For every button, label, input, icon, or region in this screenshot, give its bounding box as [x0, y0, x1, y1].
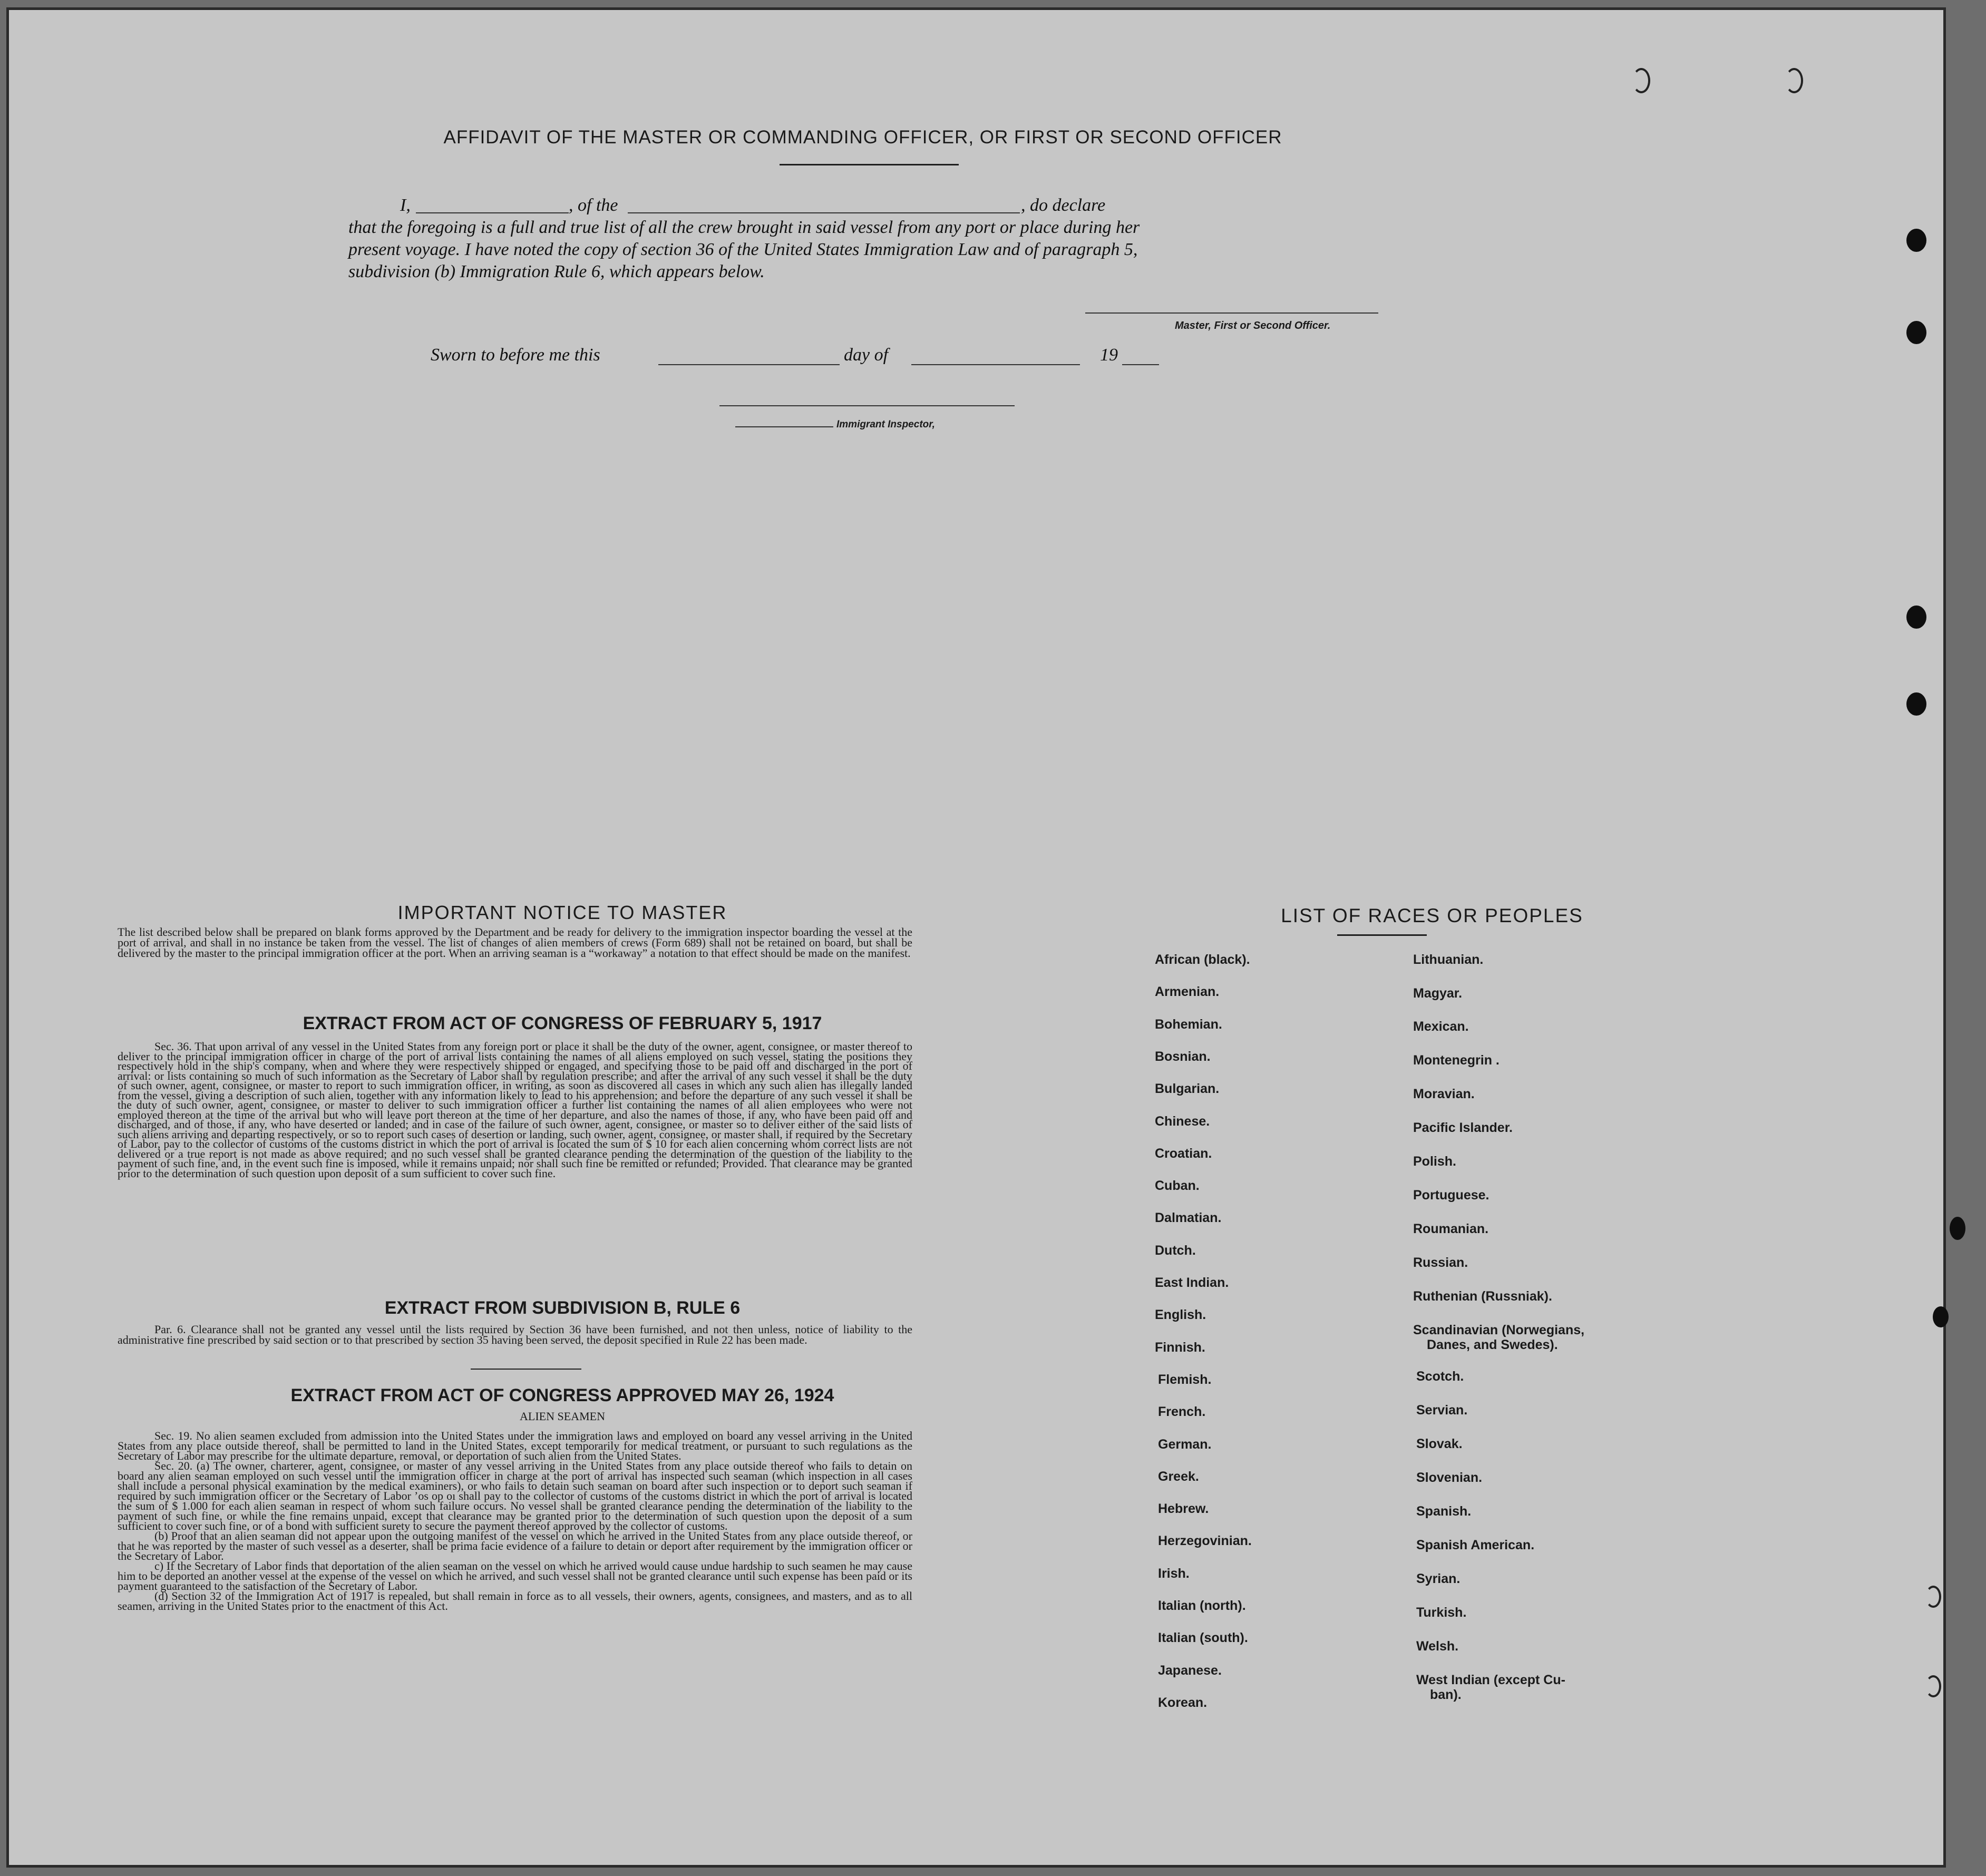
sec20d-text: (d) Section 32 of the Immigration Act of 1917 is repealed, but shall remain in force as to all vessels, their owners, agents, consignees, and masters, and as to all seamen, arriving in the United States prior to the enactment of this Act.	[118, 1589, 912, 1613]
title-underline	[780, 164, 959, 165]
race-item: Slovenian.	[1416, 1470, 1483, 1485]
punch-hole	[1906, 605, 1926, 629]
race-item: East Indian.	[1155, 1275, 1229, 1290]
declarant-name-field[interactable]	[416, 212, 569, 213]
vessel-name-field[interactable]	[628, 212, 1020, 213]
affidavit-body	[348, 194, 1381, 283]
race-item: Syrian.	[1416, 1571, 1461, 1586]
race-item: West Indian (except Cu-	[1416, 1673, 1565, 1687]
punch-hole	[1785, 68, 1803, 93]
races-title-underline	[1337, 934, 1427, 936]
extract-1917-text: Sec. 36. That upon arrival of any vessel in the United States from any foreign port or place it shall be the duty of the owner, agent, consignee, or master thereof to deliver to the principal immigration officer in charge of the port of arrival lists containing the names of all aliens employed on such vessel, stating the positions they respectively hold in the ship's company, when and where they were respectively shipped or engaged, and specifying those to be paid off and discharged in the port of arrival: or lists containing so much of such information as the Secretary of Labor shall by regulation prescribe; and after the arrival of any such vessel it shall be the duty of such owner, agent, consignee, or master to report to such immigration officer, in writing, as soon as discovered all cases in which any such alien has illegally landed from the vessel, giving a description of such alien, together with any information likely to lead to his apprehension; and before the departure of any such vessel it shall be the duty of such owner, agent, consignee, or master to deliver to such immigration officer a further list containing the names of all alien employees who were not employed thereon at the time of the arrival but who will leave port thereon at the time of her departure, and also the names of those, if any, who have been paid off and discharged, and of those, if any, who have deserted or landed; and in case of the failure of such owner, agent, consignee, or master so to deliver either of the said lists of such aliens arriving and departing respectively, or so to report such cases of desertion or landing, such owner, agent, consignee, or master shall, if required by the Secretary of Labor, pay to the collector of customs of the customs district in which the port of arrival is located the sum of $ 10 for each alien concerning whom correct lists are not delivered or a true report is not made as above required; and no such vessel shall be granted clearance pending the determination of the question of the liability to the payment of such fine, and, in the event such fine is imposed, while it remains unpaid; nor shall such fine be remitted or refunded; Provided. That clearance may be granted prior to the determination of such question upon deposit of a sum sufficient to cover such fine.	[118, 1040, 912, 1180]
race-item: Japanese.	[1158, 1663, 1222, 1678]
inspector-label: Immigrant Inspector,	[836, 419, 935, 430]
extract-1924-body	[118, 1431, 912, 1611]
race-item: Danes, and Swedes).	[1427, 1337, 1558, 1352]
race-item: African (black).	[1155, 952, 1250, 967]
punch-hole	[1950, 1217, 1965, 1240]
affidavit-line: that the foregoing is a full and true list of all the crew brought in said vessel from any port or place during her	[348, 218, 1140, 237]
punch-hole	[1933, 1306, 1949, 1327]
extract-1917-title: EXTRACT FROM ACT OF CONGRESS OF FEBRUARY 5, 1917	[303, 1013, 822, 1033]
punch-hole	[1632, 68, 1650, 93]
punch-hole	[1906, 229, 1926, 252]
sworn-line	[431, 345, 1169, 369]
inspector-signature-line[interactable]	[719, 405, 1015, 406]
race-item: Moravian.	[1413, 1087, 1475, 1101]
sworn-month-field[interactable]	[911, 364, 1080, 365]
sworn-year-field[interactable]	[1122, 364, 1159, 365]
affidavit-title: AFFIDAVIT OF THE MASTER OR COMMANDING OFFICER, OR FIRST OR SECOND OFFICER	[443, 127, 1282, 148]
race-item: Turkish.	[1416, 1605, 1467, 1620]
race-item: German.	[1158, 1437, 1212, 1452]
race-item: Mexican.	[1413, 1019, 1469, 1034]
section-underline	[471, 1369, 581, 1370]
punch-hole	[1906, 692, 1926, 716]
year-prefix: 19	[1100, 345, 1118, 365]
race-item: Finnish.	[1155, 1340, 1205, 1355]
race-item: Irish.	[1158, 1566, 1190, 1581]
race-item: Hebrew.	[1158, 1501, 1209, 1517]
race-item: Roumanian.	[1413, 1222, 1489, 1236]
race-item: Bosnian.	[1155, 1049, 1211, 1064]
race-item: Lithuanian.	[1413, 952, 1484, 967]
race-item: Welsh.	[1416, 1639, 1459, 1654]
sworn-day-field[interactable]	[658, 364, 840, 365]
race-item: Portuguese.	[1413, 1188, 1490, 1203]
punch-hole	[1925, 1586, 1941, 1608]
race-item: Polish.	[1413, 1154, 1456, 1169]
race-item: Croatian.	[1155, 1146, 1212, 1161]
race-item: Dalmatian.	[1155, 1210, 1222, 1226]
sec20a-text: Sec. 20. (a) The owner, charterer, agent, consignee, or master of any vessel arriving in the United States from any place outside thereof who fails to detain on board any alien seaman employed on such vessel until the immigration officer in charge at the port of arrival has inspected such seaman (which inspection in all cases shall include a personal physical examination by the medical examiners), or who fails to detain such seaman on board after such inspection or to deport such seaman if required by such immigration officer or the Secretary of Labor ’os op oı shall pay to the collector of customs of the customs district in which the port of arrival is located the sum of $ 1.000 for each alien seaman in respect of whom such failure occurs. No vessel shall be granted clearance pending the determination of the liability to the payment of such fine, or while the fine remains unpaid, except that clearance may be granted prior to the determination of such question upon the deposit of a sum sufficient to cover such fine, or of a bond with sufficient surety to secure the payment thereof approved by the collector of customs.	[118, 1459, 912, 1532]
rule6-title: EXTRACT FROM SUBDIVISION B, RULE 6	[384, 1298, 741, 1318]
punch-hole	[1906, 321, 1926, 344]
affidavit-line: present voyage. I have noted the copy of section 36 of the United States Immigration Law and of paragraph 5,	[348, 240, 1138, 259]
race-item: Slovak.	[1416, 1437, 1463, 1451]
day-of-label: day of	[844, 345, 889, 365]
race-item: Ruthenian (Russniak).	[1413, 1289, 1552, 1304]
race-item: Korean.	[1158, 1695, 1208, 1710]
race-item: Herzegovinian.	[1158, 1533, 1252, 1549]
races-title: LIST OF RACES OR PEOPLES	[1281, 905, 1583, 926]
race-item: ban).	[1430, 1687, 1462, 1702]
declarant-label: I,	[400, 196, 411, 215]
declare-label: , do declare	[1021, 196, 1106, 215]
race-item: English.	[1155, 1307, 1206, 1323]
inspector-signature-line[interactable]	[735, 426, 833, 427]
sec20b-text: (b) Proof that an alien seaman did not appear upon the outgoing manifest of the vessel on which he arrived in the United States from any place outside thereof, or that he was reported by the master of such vessel as a deserter, shall be prima facie evidence of a failure to detain or deport after requirement by the immigration officer or the Secretary of Labor.	[118, 1529, 912, 1562]
notice-title: IMPORTANT NOTICE TO MASTER	[397, 902, 727, 923]
race-item: Scandinavian (Norwegians,	[1413, 1323, 1585, 1337]
race-item: Dutch.	[1155, 1243, 1196, 1258]
signature-line[interactable]	[1085, 312, 1378, 314]
rule6-text: Par. 6. Clearance shall not be granted any vessel until the lists required by Section 36 have been furnished, and not then unless, notice of liability to the administrative fine prescribed by said section or to that prescribed by section 35 having been served, the deposit specified in Rule 22 has been made.	[118, 1323, 912, 1346]
race-item: Pacific Islander.	[1413, 1120, 1513, 1135]
of-the-label: , of the	[569, 196, 618, 215]
signature-label: Master, First or Second Officer.	[1175, 320, 1331, 331]
notice-text: The list described below shall be prepared on blank forms approved by the Department and be ready for delivery to the immigration inspector boarding the vessel at the port of arrival, and shall in no instance be taken from the vessel. The list of changes of alien members of crews (Form 689) shall not be retained on board, but shall be delivered by the master to the principal immigration officer at the port. When an arriving seaman is a “workaway” a notation to that effect should be made on the manifest.	[118, 925, 912, 960]
document-sheet	[6, 7, 1946, 1868]
race-item: Spanish American.	[1416, 1538, 1535, 1552]
race-item: Italian (south).	[1158, 1630, 1248, 1646]
sec19-text: Sec. 19. No alien seamen excluded from admission into the United States under the immigration laws and employed on board any vessel arriving in the United States from any place outside thereof, shall be permitted to land in the United States, except temporarily for medical treatment, or pursuant to such regulations as the Secretary of Labor may prescribe for the ultimate departure, removal, or deportation of such alien from the United States.	[118, 1429, 912, 1462]
extract-1924-title: EXTRACT FROM ACT OF CONGRESS APPROVED MAY 26, 1924	[290, 1385, 834, 1405]
race-item: Scotch.	[1416, 1369, 1464, 1384]
race-item: Servian.	[1416, 1403, 1468, 1418]
race-item: Bulgarian.	[1155, 1081, 1220, 1097]
race-item: Russian.	[1413, 1255, 1468, 1270]
race-item: Cuban.	[1155, 1178, 1200, 1194]
race-item: Bohemian.	[1155, 1017, 1222, 1032]
race-item: Chinese.	[1155, 1113, 1210, 1129]
race-item: Spanish.	[1416, 1504, 1472, 1519]
race-item: French.	[1158, 1404, 1206, 1420]
race-item: Greek.	[1158, 1469, 1199, 1484]
race-item: Armenian.	[1155, 984, 1220, 1000]
sec20c-text: c) If the Secretary of Labor finds that deportation of the alien seaman on the vessel on which he arrived would cause undue hardship to such seamen he may cause him to be deported an another vessel at the expense of the vessel on which he arrived, and such vessel shall not be granted clearance until such expense has been paid or its payment guaranteed to the satisfaction of the Secretary of Labor.	[118, 1559, 912, 1592]
race-item: Flemish.	[1158, 1372, 1212, 1387]
race-item: Magyar.	[1413, 986, 1463, 1001]
extract-1924-subtitle: ALIEN SEAMEN	[520, 1410, 605, 1423]
sworn-label: Sworn to before me this	[431, 345, 600, 365]
affidavit-line: subdivision (b) Immigration Rule 6, which appears below.	[348, 262, 765, 281]
punch-hole	[1925, 1675, 1941, 1697]
race-item: Italian (north).	[1158, 1598, 1246, 1613]
race-item: Montenegrin .	[1413, 1053, 1500, 1068]
